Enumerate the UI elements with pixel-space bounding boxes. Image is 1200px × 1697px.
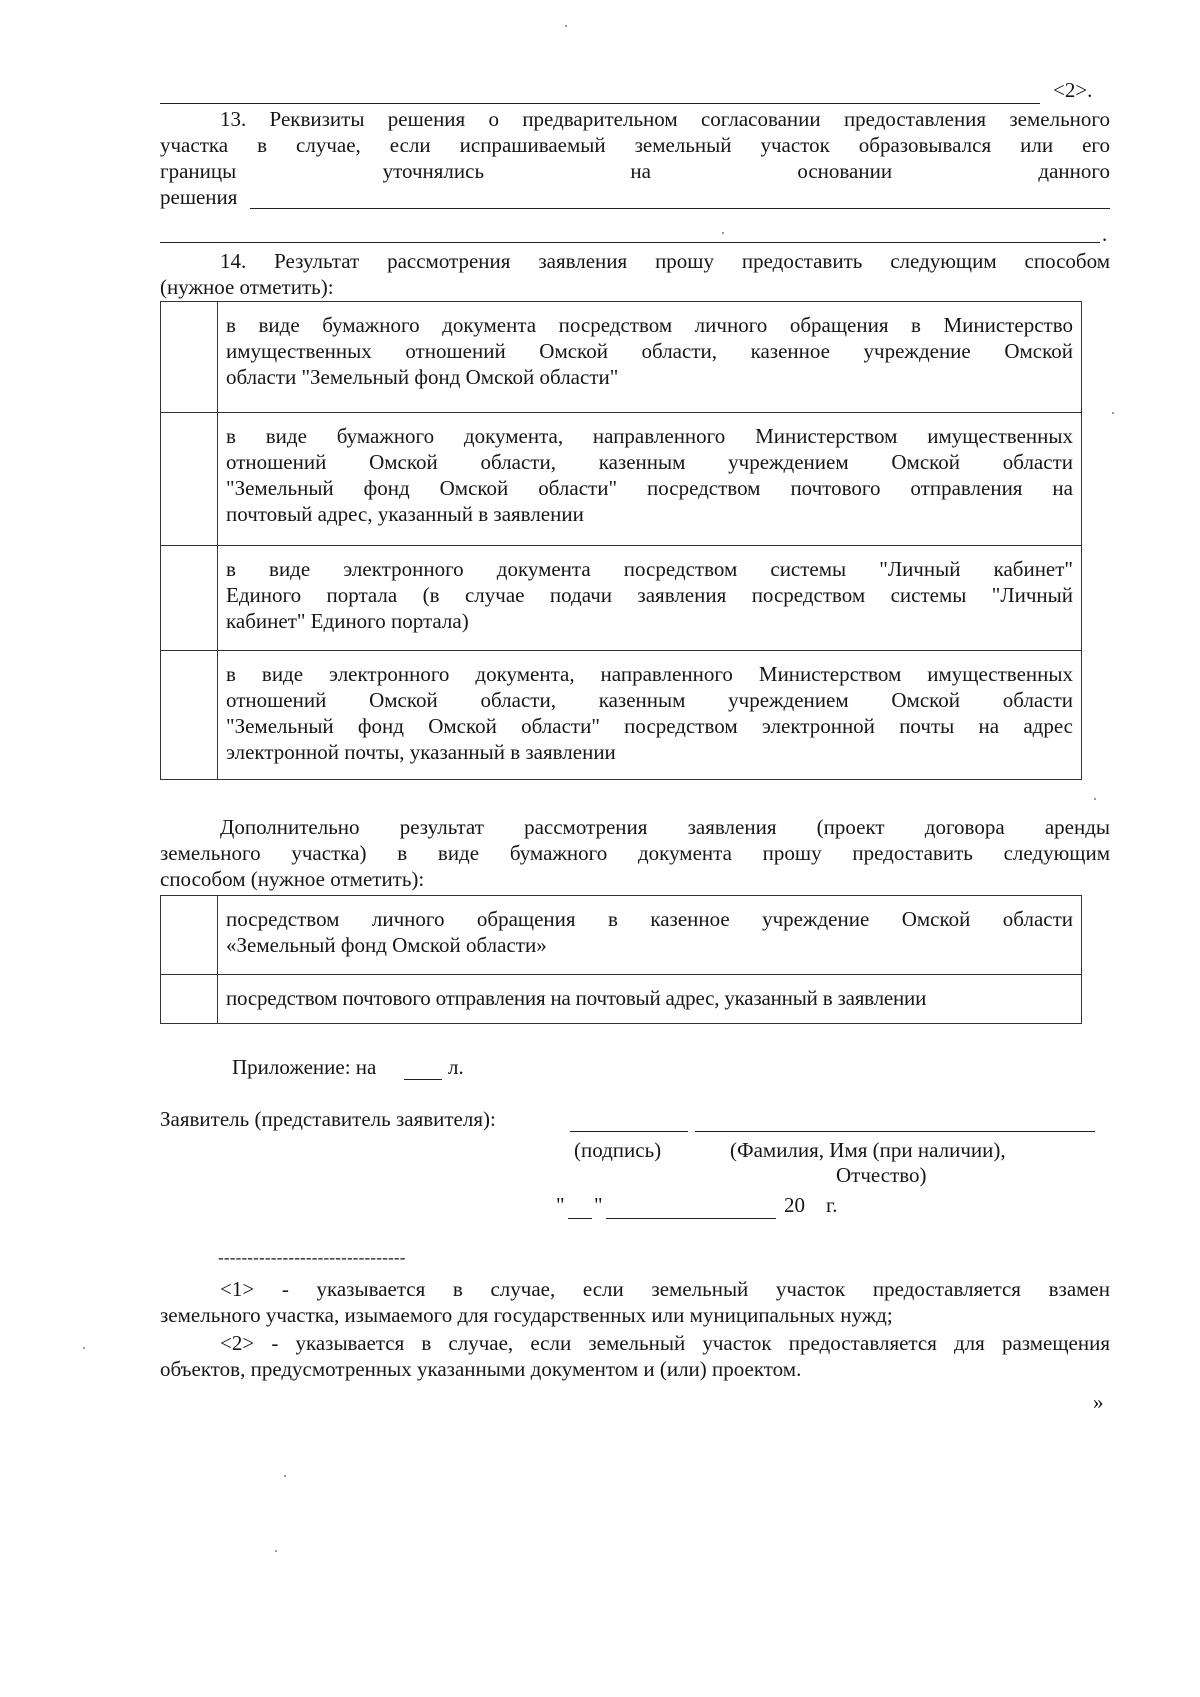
option-4-line-2: отношений Омской области, казенным учреждением Омской области xyxy=(226,688,1073,712)
option-checkbox-2[interactable] xyxy=(161,413,218,546)
item-14-paragraph xyxy=(160,248,1110,300)
option-4-line-3: "Земельный фонд Омской области" посредством электронной почты на адрес xyxy=(226,714,1073,738)
lease-option-1-line-2: «Земельный фонд Омской области» xyxy=(226,933,547,957)
option-3-line-1: в виде электронного документа посредством системы "Личный кабинет" xyxy=(226,557,1073,581)
date-day-field[interactable] xyxy=(568,1218,592,1219)
option-checkbox-4[interactable] xyxy=(161,651,218,780)
footnote-separator: -------------------------------- xyxy=(218,1248,406,1267)
option-1-line-1: в виде бумажного документа посредством личного обращения в Министерство xyxy=(226,313,1073,337)
lease-option-2-line-1: посредством почтового отправления на почтовый адрес, указанный в заявлении xyxy=(226,986,927,1010)
footnote-1-line-1: <1> - указывается в случае, если земельный участок предоставляется взамен xyxy=(220,1277,1110,1301)
signature-field[interactable] xyxy=(570,1131,688,1132)
attachment-pages-suffix: л. xyxy=(448,1055,464,1079)
option-checkbox-3[interactable] xyxy=(161,546,218,651)
full-name-caption-2: Отчество) xyxy=(836,1163,927,1187)
scan-speck xyxy=(1112,412,1114,414)
date-year-prefix: 20 xyxy=(784,1193,805,1217)
date-month-field[interactable] xyxy=(606,1218,776,1219)
additional-line-1: Дополнительно результат рассмотрения заявления (проект договора аренды xyxy=(220,815,1110,839)
delivery-option-row xyxy=(161,546,1082,651)
footnote-2 xyxy=(160,1330,1110,1382)
option-2-line-2: отношений Омской области, казенным учреждением Омской области xyxy=(226,450,1073,474)
item-13-line-3: границы уточнялись на основании данного xyxy=(160,159,1110,183)
signature-caption: (подпись) xyxy=(574,1138,662,1162)
item-13-line-1: 13. Реквизиты решения о предварительном согласовании предоставления земельного xyxy=(220,107,1110,131)
date-open-quote: " xyxy=(556,1193,565,1217)
scan-speck xyxy=(722,232,724,234)
footnote-2-line-1: <2> - указывается в случае, если земельный участок предоставляется для размещения xyxy=(220,1331,1110,1355)
option-2-line-3: "Земельный фонд Омской области" посредством почтового отправления на xyxy=(226,476,1073,500)
delivery-option-row xyxy=(161,413,1082,546)
item-13-decision-field-2[interactable] xyxy=(160,242,1100,243)
option-text-3 xyxy=(218,546,1082,651)
item-13-end-dot: . xyxy=(1102,222,1108,246)
option-3-line-2: Единого портала (в случае подачи заявления посредством системы "Личный xyxy=(226,583,1073,607)
full-name-caption: (Фамилия, Имя (при наличии), xyxy=(730,1138,1006,1162)
attachment-label: Приложение: на xyxy=(232,1055,377,1079)
scan-speck xyxy=(284,1475,286,1477)
additional-line-2: земельного участка) в виде бумажного документа прошу предоставить следующим xyxy=(160,841,1110,865)
header-footnote-ref: <2>. xyxy=(1053,78,1093,102)
lease-option-text-2 xyxy=(218,975,1082,1024)
item-13-decision-field[interactable] xyxy=(250,208,1110,209)
option-1-line-3: области "Земельный фонд Омской области" xyxy=(226,365,619,389)
lease-option-row xyxy=(161,975,1082,1024)
item-14-line-1: 14. Результат рассмотрения заявления прошу предоставить следующим способом xyxy=(220,249,1110,273)
option-text-2 xyxy=(218,413,1082,546)
option-4-line-4: электронной почты, указанный в заявлении xyxy=(226,740,616,764)
applicant-label: Заявитель (представитель заявителя): xyxy=(160,1107,496,1131)
scan-speck xyxy=(565,25,567,27)
item-13-paragraph xyxy=(160,106,1110,210)
delivery-option-row xyxy=(161,302,1082,413)
lease-option-checkbox-2[interactable] xyxy=(161,975,218,1024)
scan-speck xyxy=(1094,798,1096,800)
option-4-line-1: в виде электронного документа, направленного Министерством имущественных xyxy=(226,662,1073,686)
item-13-decision-label: решения xyxy=(160,185,238,209)
option-text-1 xyxy=(218,302,1082,413)
additional-line-3: способом (нужное отметить): xyxy=(160,867,425,891)
scan-speck xyxy=(275,1550,277,1552)
option-3-line-3: кабинет" Единого портала) xyxy=(226,609,469,633)
date-year-suffix: г. xyxy=(826,1193,838,1217)
lease-delivery-options-table xyxy=(160,895,1082,1024)
lease-option-1-line-1: посредством личного обращения в казенное учреждение Омской области xyxy=(226,907,1073,931)
option-2-line-1: в виде бумажного документа, направленного Министерством имущественных xyxy=(226,424,1073,448)
footnote-2-line-2: объектов, предусмотренных указанными документом и (или) проектом. xyxy=(160,1357,802,1381)
scan-speck xyxy=(83,1347,85,1349)
delivery-option-row xyxy=(161,651,1082,780)
lease-option-row xyxy=(161,896,1082,975)
full-name-field[interactable] xyxy=(695,1131,1095,1132)
option-1-line-2: имущественных отношений Омской области, казенное учреждение Омской xyxy=(226,339,1073,363)
footnote-1-line-2: земельного участка, изымаемого для государственных или муниципальных нужд; xyxy=(160,1303,893,1327)
lease-option-text-1 xyxy=(218,896,1082,975)
footnote-1 xyxy=(160,1276,1110,1328)
delivery-options-table xyxy=(160,301,1082,780)
option-2-line-4: почтовый адрес, указанный в заявлении xyxy=(226,502,584,526)
attachment-pages-field[interactable] xyxy=(404,1079,442,1080)
date-close-quote: " xyxy=(594,1193,603,1217)
closing-quote: » xyxy=(1093,1390,1104,1414)
header-underline xyxy=(160,103,1040,104)
option-checkbox-1[interactable] xyxy=(161,302,218,413)
option-text-4 xyxy=(218,651,1082,780)
item-14-line-2: (нужное отметить): xyxy=(160,275,334,299)
additional-paragraph xyxy=(160,814,1110,892)
item-13-line-2: участка в случае, если испрашиваемый земельный участок образовывался или его xyxy=(160,133,1110,157)
lease-option-checkbox-1[interactable] xyxy=(161,896,218,975)
